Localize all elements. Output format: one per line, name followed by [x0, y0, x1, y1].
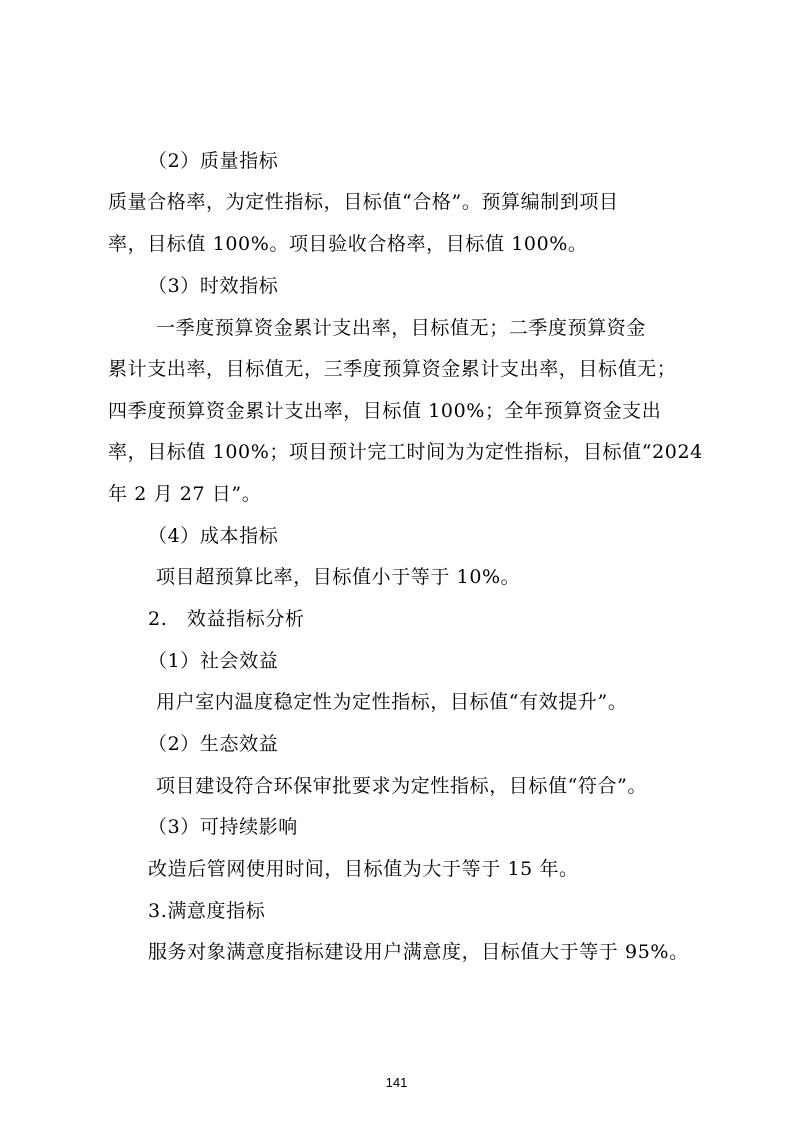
- paragraph-line: 累计支出率，目标值无，三季度预算资金累计支出率，目标值无；: [108, 358, 677, 380]
- paragraph-line: 率，目标值 100%；项目预计完工时间为为定性指标，目标值“2024: [108, 441, 703, 463]
- paragraph-line: 服务对象满意度指标建设用户满意度，目标值大于等于 95%。: [148, 941, 689, 963]
- heading-cost-indicators: （4）成本指标: [148, 525, 279, 547]
- paragraph-line: 质量合格率，为定性指标，目标值“合格”。预算编制到项目: [108, 191, 619, 213]
- paragraph-line: 四季度预算资金累计支出率，目标值 100%；全年预算资金支出: [108, 400, 662, 422]
- paragraph-line: 年 2 月 27 日”。: [108, 483, 262, 505]
- paragraph-line: 率，目标值 100%。项目验收合格率，目标值 100%。: [108, 233, 588, 255]
- heading-satisfaction-indicators: 3.满意度指标: [148, 900, 266, 922]
- paragraph-line: 改造后管网使用时间，目标值为大于等于 15 年。: [148, 858, 579, 880]
- paragraph-line: 项目超预算比率，目标值小于等于 10%。: [156, 566, 521, 588]
- heading-quality-indicators: （2）质量指标: [148, 150, 279, 172]
- heading-ecological-benefit: （2）生态效益: [148, 733, 279, 755]
- paragraph-line: 一季度预算资金累计支出率，目标值无；二季度预算资金: [156, 317, 647, 339]
- page-number: 141: [385, 1075, 408, 1090]
- heading-timeliness-indicators: （3）时效指标: [148, 275, 279, 297]
- paragraph-line: 用户室内温度稳定性为定性指标，目标值“有效提升”。: [156, 691, 628, 713]
- paragraph-line: 项目建设符合环保审批要求为定性指标，目标值“符合”。: [156, 775, 648, 797]
- heading-sustainable-impact: （3）可持续影响: [148, 816, 298, 838]
- heading-benefit-analysis: 2. 效益指标分析: [148, 608, 305, 630]
- heading-social-benefit: （1）社会效益: [148, 650, 279, 672]
